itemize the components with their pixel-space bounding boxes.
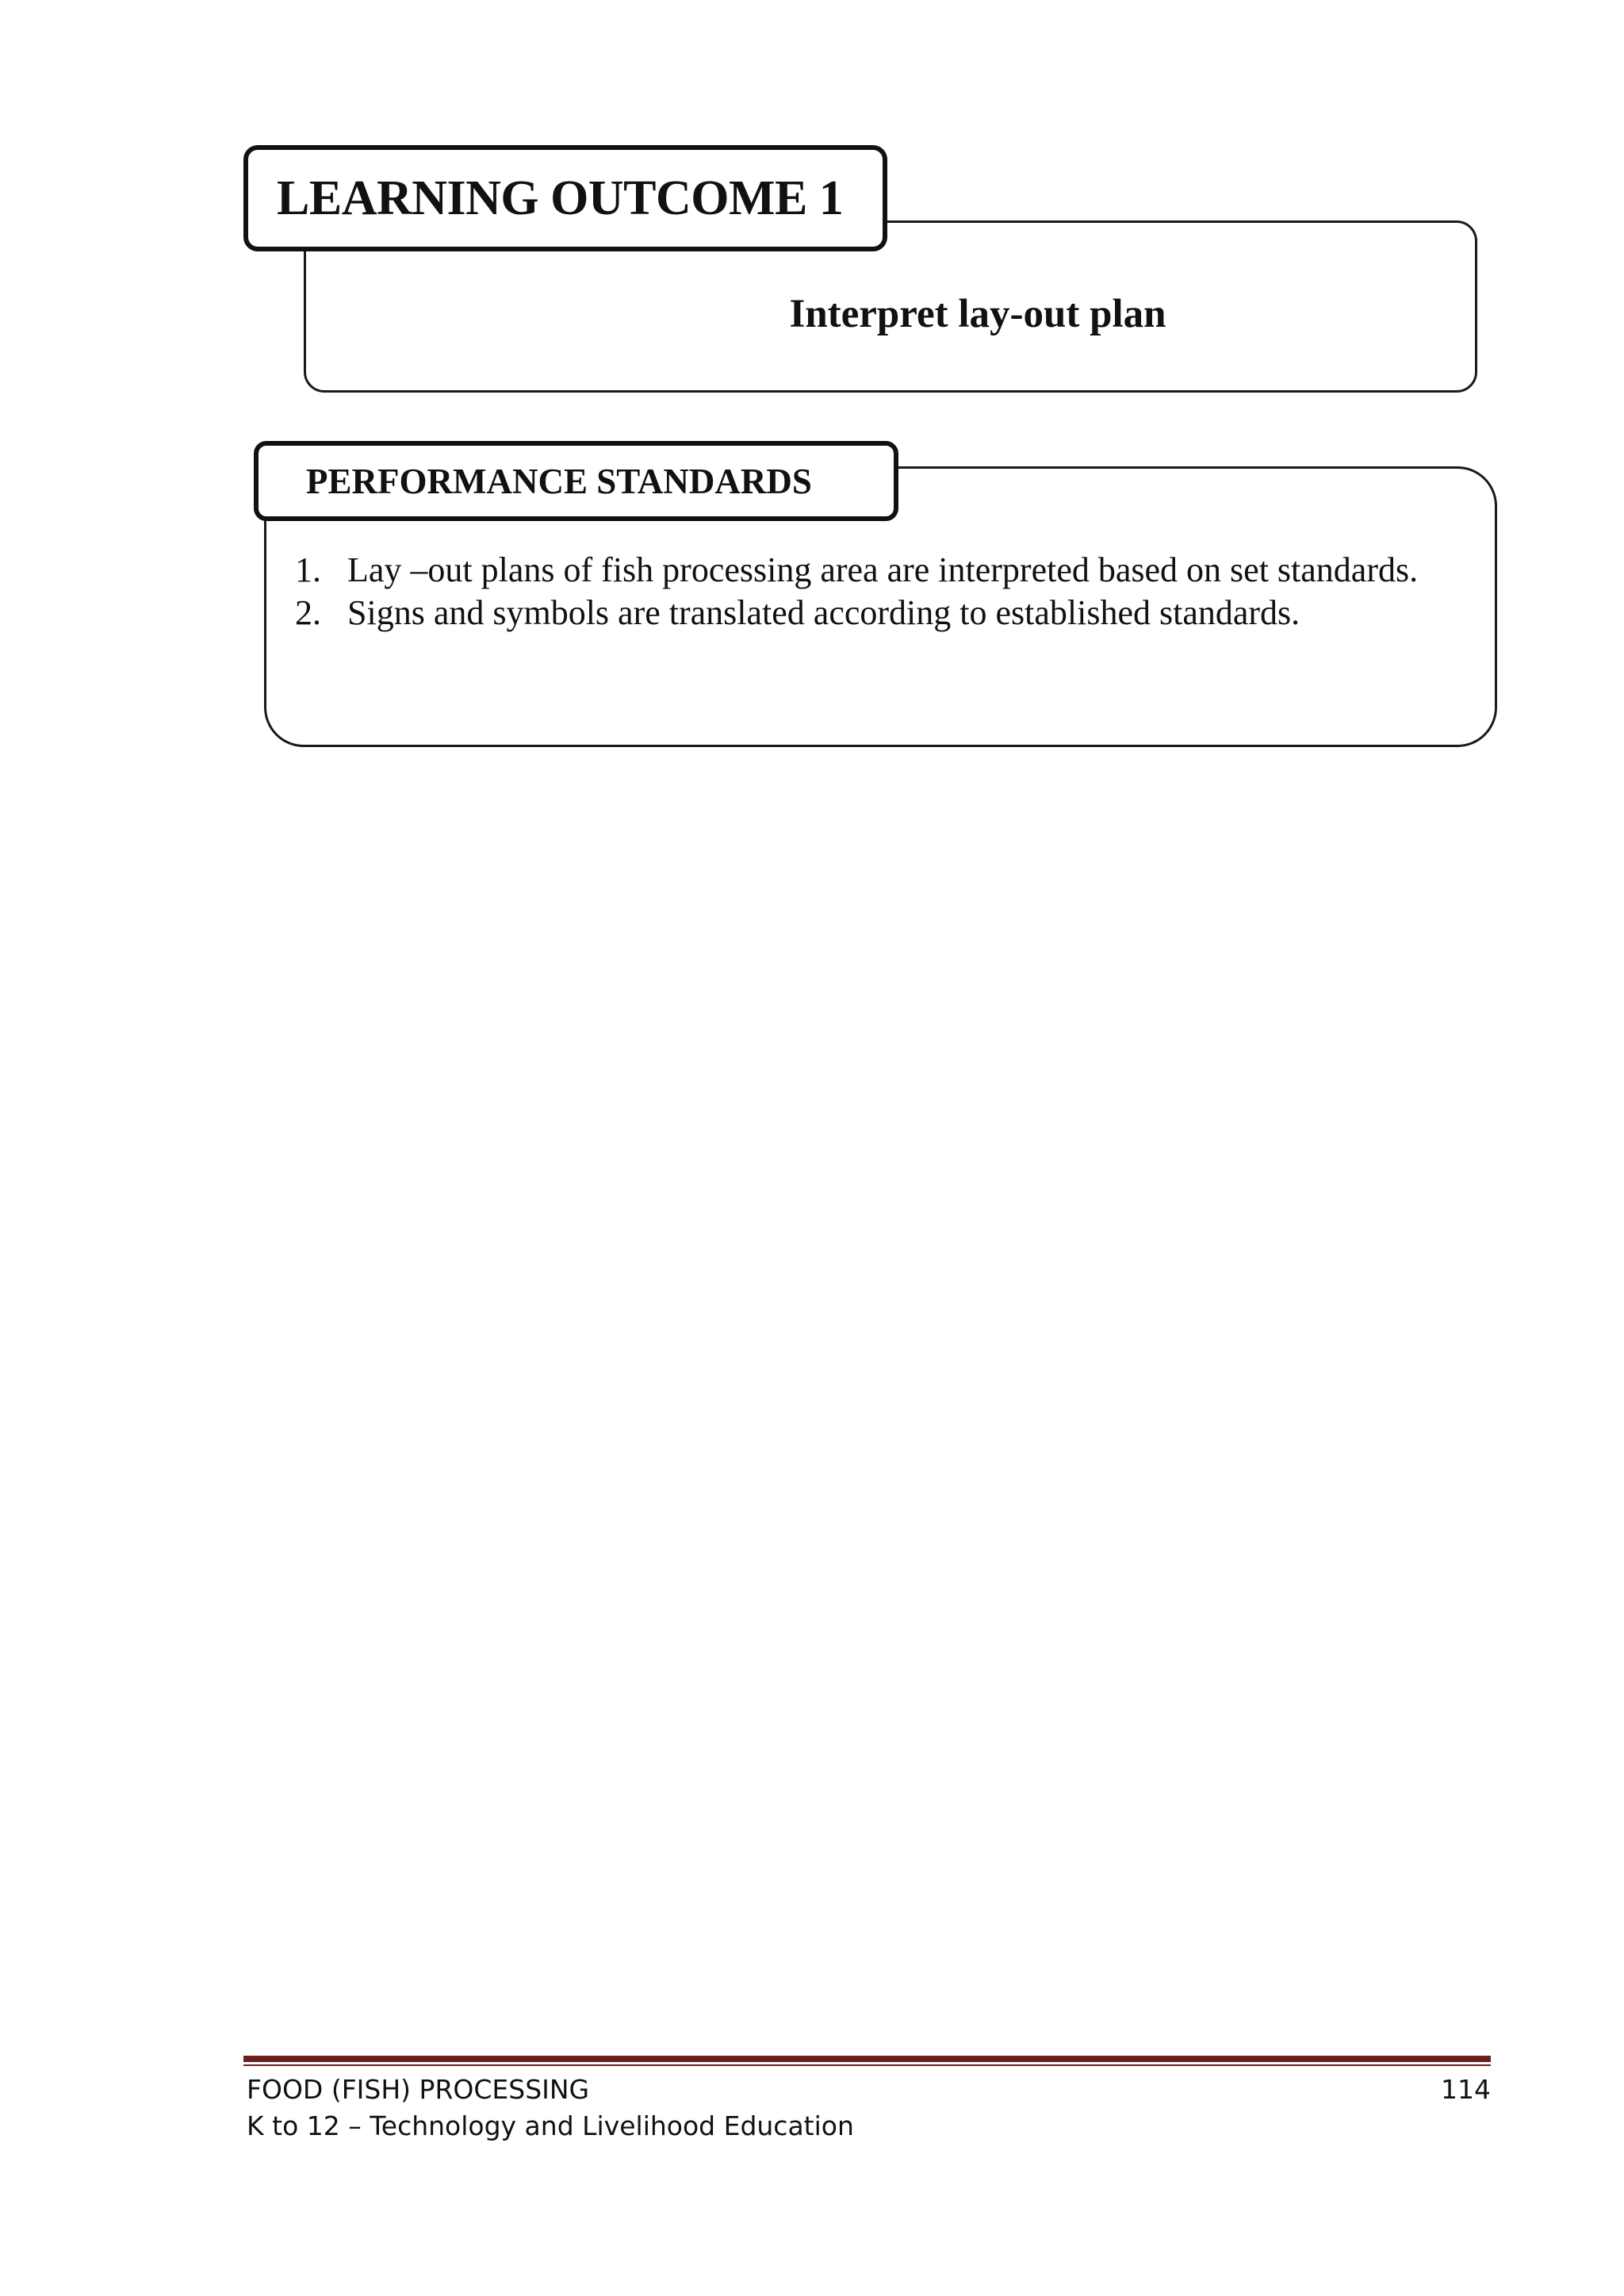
learning-outcome-heading: LEARNING OUTCOME 1: [243, 145, 887, 251]
footer-text: [247, 2072, 854, 2145]
footer-rule-thin: [243, 2064, 1491, 2066]
performance-standards-list: [295, 549, 1469, 634]
list-item: [295, 549, 1469, 592]
footer-course-title: FOOD (FISH) PROCESSING: [247, 2074, 590, 2105]
page-number: 114: [1441, 2074, 1491, 2105]
footer-rule: [243, 2056, 1491, 2067]
footer-program-title: K to 12 – Technology and Livelihood Education: [247, 2110, 854, 2141]
list-item-text: Signs and symbols are translated according to established standards.: [347, 593, 1300, 632]
footer-rule-thick: [243, 2056, 1491, 2062]
performance-standards-heading: PERFORMANCE STANDARDS: [254, 441, 898, 521]
list-item-text: Lay –out plans of fish processing area are interpreted based on set standards.: [347, 550, 1419, 589]
list-item-number: 1.: [295, 550, 321, 589]
list-item: [295, 592, 1469, 634]
list-item-number: 2.: [295, 593, 321, 632]
learning-outcome-title: Interpret lay-out plan: [789, 292, 1166, 336]
